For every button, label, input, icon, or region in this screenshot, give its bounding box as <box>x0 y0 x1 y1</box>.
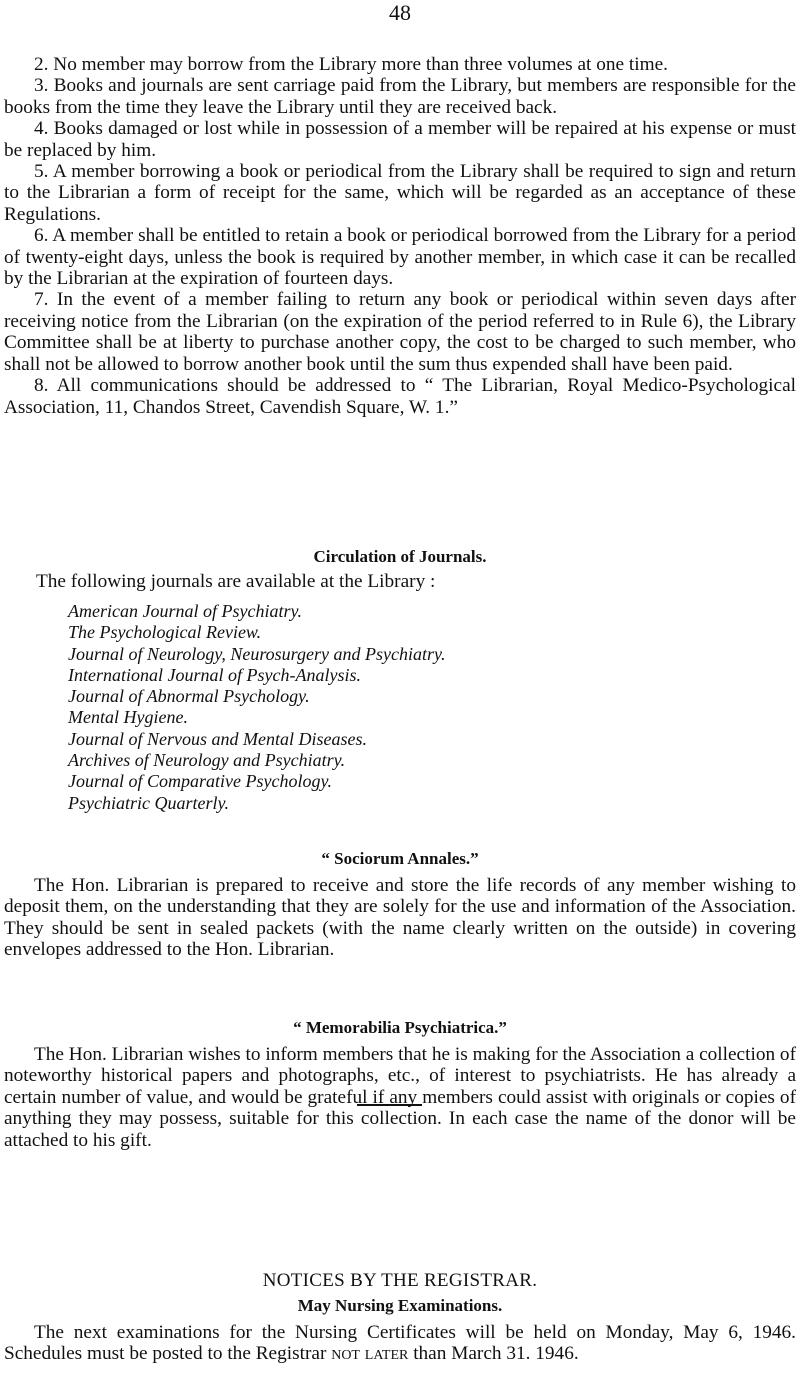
sociorum-text: The Hon. Librarian is prepared to receive and store the life records of any member wishing to deposit them, on the understanding that they are solely for the use and information of the Association. They should be sent in sealed packets (with the name clearly written on the outside) in covering envelopes addressed to the Hon. Librarian. <box>4 875 796 961</box>
journal-item: Journal of Neurology, Neurosurgery and Psychiatry. <box>68 643 446 664</box>
registrar-section <box>4 1322 796 1365</box>
section-divider <box>357 1104 422 1106</box>
rule-3: 3. Books and journals are sent carriage paid from the Library, but members are responsible for the books from the time they leave the Library until they are received back. <box>4 75 796 118</box>
memorabilia-section <box>4 1044 796 1151</box>
circulation-intro: The following journals are available at the Library : <box>36 571 436 592</box>
journal-item: Journal of Nervous and Mental Diseases. <box>68 728 367 749</box>
rule-5: 5. A member borrowing a book or periodical from the Library shall be required to sign and return to the Librarian a form of receipt for the same, which will be regarded as an acceptance of these Regulations. <box>4 161 796 225</box>
journal-item: Archives of Neurology and Psychiatry. <box>68 750 346 771</box>
rule-6: 6. A member shall be entitled to retain a book or periodical borrowed from the Library for a period of twenty-eight days, unless the book is required by another member, in which case it can be recalled by the Librarian at the expiration of fourteen days. <box>4 225 796 290</box>
journal-item: International Journal of Psych-Analysis. <box>68 664 361 685</box>
rule-4: 4. Books damaged or lost while in possession of a member will be repaired at his expense or must be replaced by him. <box>4 118 796 161</box>
journal-item: Psychiatric Quarterly. <box>68 792 229 813</box>
registrar-subheading: May Nursing Examinations. <box>297 1296 503 1315</box>
rule-7: 7. In the event of a member failing to return any book or periodical within seven days after receiving notice from the Librarian (on the expiration of the period referred to in Rule 6), the Library Committee shall be at liberty to purchase another copy, the cost to be charged to such member, who shall not be allowed to borrow another book until the sum thus expended shall have been paid. <box>4 289 796 375</box>
library-rules <box>4 54 796 418</box>
journal-item: Journal of Abnormal Psychology. <box>68 686 310 707</box>
registrar-text-before: The next examinations for the Nursing Certificates will be held on Monday, May 6, 1946. Schedules must be posted to the Registrar <box>4 1322 796 1365</box>
sociorum-heading: “ Sociorum Annales.” <box>321 849 479 868</box>
registrar-title: NOTICES BY THE REGISTRAR. <box>262 1270 538 1291</box>
journal-list <box>68 601 445 814</box>
memorabilia-heading: “ Memorabilia Psychiatrica.” <box>293 1018 507 1037</box>
rule-8: 8. All communications should be addressed to “ The Librarian, Royal Medico-Psychological Association, 11, Chandos Street, Cavendish Square, W. 1.” <box>4 375 796 418</box>
page-number: 48 <box>389 0 411 25</box>
journal-item: The Psychological Review. <box>68 622 262 643</box>
rule-2: 2. No member may borrow from the Library more than three volumes at one time. <box>34 54 668 75</box>
journal-item: Journal of Comparative Psychology. <box>68 771 332 792</box>
circulation-heading: Circulation of Journals. <box>313 547 487 566</box>
registrar-emphasis: not later <box>331 1343 409 1365</box>
sociorum-section <box>4 875 796 961</box>
memorabilia-text: The Hon. Librarian wishes to inform members that he is making for the Association a collection of noteworthy historical papers and photographs, etc., of interest to psychiatrists. He has already a certain number of value, and would be grateful if any members could assist with originals or copies of anything they may possess, suitable for this collection. In each case the name of the donor will be attached to his gift. <box>4 1044 796 1151</box>
journal-item: American Journal of Psychiatry. <box>68 601 302 621</box>
registrar-text <box>4 1322 796 1365</box>
journal-item: Mental Hygiene. <box>68 707 188 728</box>
registrar-text-after: than March 31. 1946. <box>413 1343 579 1365</box>
